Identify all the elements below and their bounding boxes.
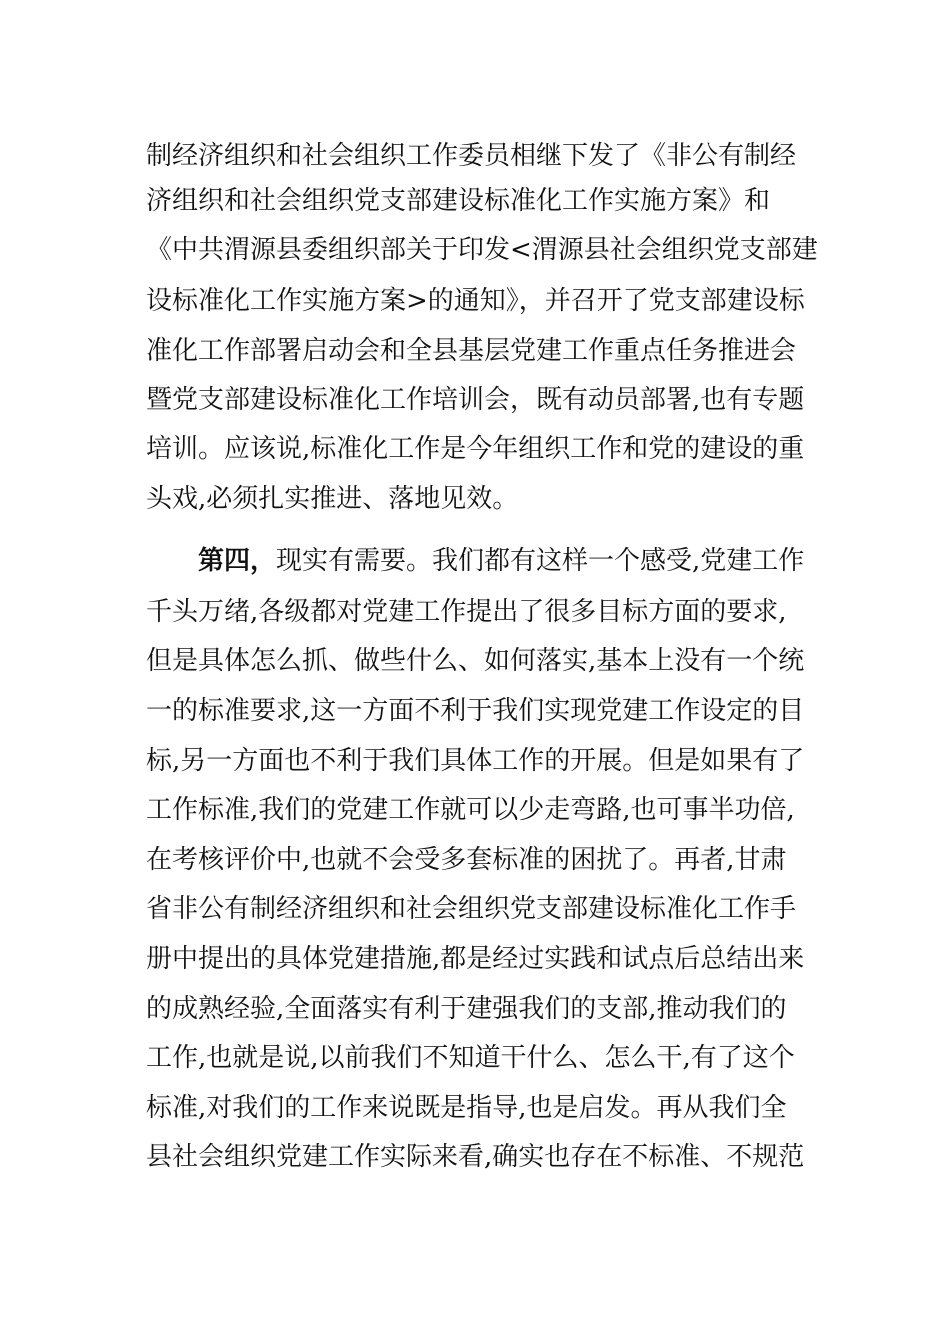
paragraph-2-line-5: 标,另一方面也不利于我们具体工作的开展。但是如果有了	[146, 746, 805, 776]
paragraph-2-line-8: 省非公有制经济组织和社会组织党支部建设标准化工作手	[146, 894, 797, 924]
paragraph-1-line-2: 济组织和社会组织党支部建设标准化工作实施方案》和	[146, 186, 771, 216]
paragraph-1-line-7: 培训。应该说,标准化工作是今年组织工作和党的建设的重	[146, 434, 805, 464]
paragraph-2-line-7: 在考核评价中,也就不会受多套标准的困扰了。再者,甘肃	[146, 845, 787, 875]
paragraph-2-line-4: 一的标准要求,这一方面不利于我们实现党建工作设定的目	[146, 696, 805, 726]
paragraph-2-line-10: 的成熟经验,全面落实有利于建强我们的支部,推动我们的	[146, 994, 787, 1024]
paragraph-1-line-5: 准化工作部署启动会和全县基层党建工作重点任务推进会	[146, 336, 797, 366]
paragraph-2-line-2: 千头万绪,各级都对党建工作提出了很多目标方面的要求,	[146, 597, 787, 627]
paragraph-2-line-6: 工作标准,我们的党建工作就可以少走弯路,也可事半功倍,	[146, 795, 795, 825]
paragraph-1-line-3: 《中共渭源县委组织部关于印发<渭源县社会组织党支部建	[146, 235, 818, 265]
paragraph-2-line-13: 县社会组织党建工作实际来看,确实也存在不标准、不规范	[146, 1142, 805, 1172]
paragraph-1-line-1: 制经济组织和社会组织工作委员相继下发了《非公有制经	[146, 141, 797, 171]
paragraph-2-line-1	[198, 541, 804, 581]
paragraph-2-first-line-text: 现实有需要。我们都有这样一个感受,党建工作	[276, 546, 805, 576]
paragraph-1-line-6: 暨党支部建设标准化工作培训会，既有动员部署,也有专题	[146, 385, 805, 415]
paragraph-2-line-12: 标准,对我们的工作来说既是指导,也是启发。再从我们全	[146, 1093, 787, 1123]
paragraph-2-line-11: 工作,也就是说,以前我们不知道干什么、怎么干,有了这个	[146, 1043, 795, 1073]
paragraph-2-lead: 第四，	[198, 546, 277, 576]
paragraph-1-line-8: 头戏,必须扎实推进、落地见效。	[146, 484, 519, 514]
paragraph-1-line-4: 设标准化工作实施方案>的通知》，并召开了党支部建设标	[146, 286, 805, 316]
paragraph-2-line-9: 册中提出的具体党建措施,都是经过实践和试点后总结出来	[146, 944, 805, 974]
paragraph-2-line-3: 但是具体怎么抓、做些什么、如何落实,基本上没有一个统	[146, 646, 805, 676]
